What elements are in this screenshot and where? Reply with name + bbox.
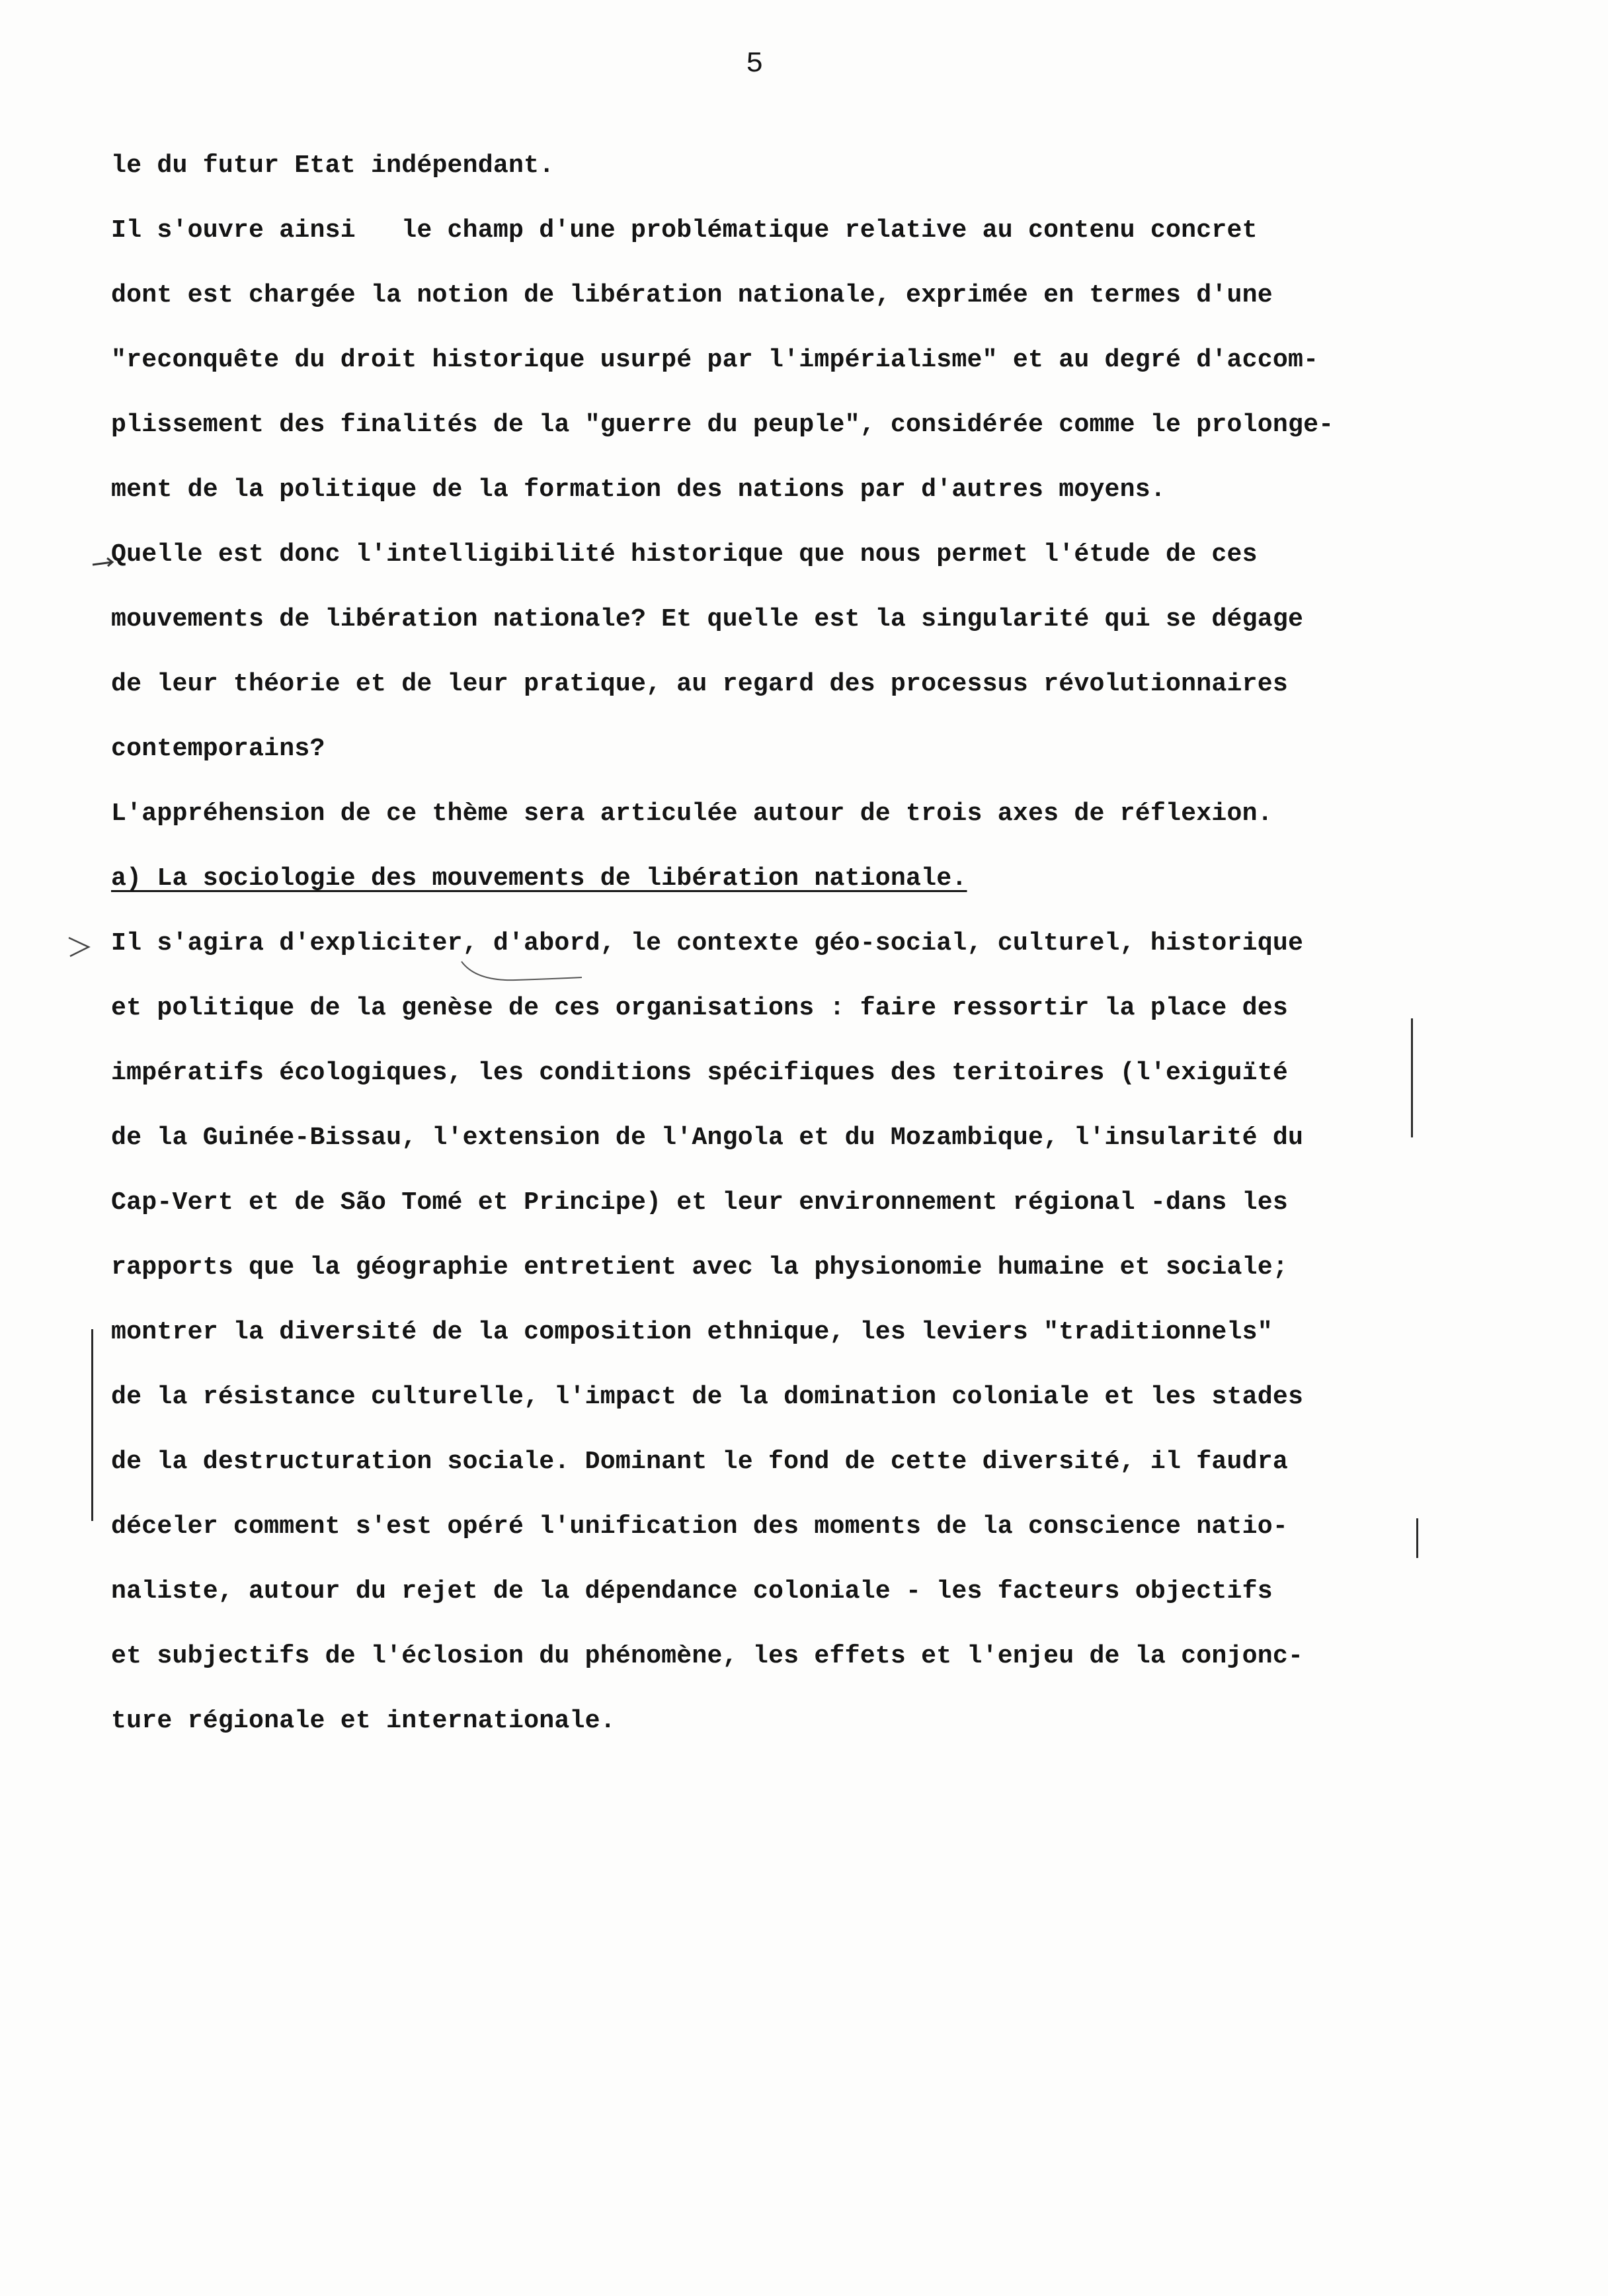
text-line: "reconquête du droit historique usurpé par l'impérialisme" et au degré d'accom-	[111, 346, 1319, 374]
text-line: et subjectifs de l'éclosion du phénomène, les effets et l'enjeu de la conjonc-	[111, 1642, 1304, 1670]
text-line: Il s'ouvre ainsi le champ d'une problématique relative au contenu concret	[111, 216, 1258, 245]
page-number: 5	[746, 48, 764, 81]
text-line: mouvements de libération nationale? Et quelle est la singularité qui se dégage	[111, 605, 1304, 634]
margin-bar-right-lower	[1416, 1518, 1418, 1558]
text-line: L'appréhension de ce thème sera articulée autour de trois axes de réflexion.	[111, 800, 1273, 828]
margin-arrow-icon	[90, 553, 116, 573]
margin-chevron-icon	[65, 934, 94, 960]
text-line: contemporains?	[111, 735, 325, 763]
margin-bar-left	[91, 1329, 93, 1521]
text-line: et politique de la genèse de ces organisations : faire ressortir la place des	[111, 994, 1288, 1022]
text-line: le du futur Etat indépendant.	[111, 151, 555, 180]
text-line: de la résistance culturelle, l'impact de la domination coloniale et les stades	[111, 1383, 1304, 1411]
text-line: impératifs écologiques, les conditions spécifiques des teritoires (l'exiguïté	[111, 1059, 1288, 1087]
text-line: ment de la politique de la formation des nations par d'autres moyens.	[111, 475, 1166, 504]
text-line: ture régionale et internationale.	[111, 1707, 616, 1735]
text-line: Quelle est donc l'intelligibilité historique que nous permet l'étude de ces	[111, 540, 1258, 569]
margin-bar-right	[1411, 1018, 1413, 1137]
text-line: rapports que la géographie entretient avec la physionomie humaine et sociale;	[111, 1253, 1288, 1282]
text-line: de leur théorie et de leur pratique, au regard des processus révolutionnaires	[111, 670, 1288, 698]
text-line: montrer la diversité de la composition ethnique, les leviers "traditionnels"	[111, 1318, 1273, 1346]
text-line: de la Guinée-Bissau, l'extension de l'Angola et du Mozambique, l'insularité du	[111, 1124, 1304, 1152]
section-heading: a) La sociologie des mouvements de libération nationale.	[111, 864, 967, 893]
text-line: plissement des finalités de la "guerre du peuple", considérée comme le prolonge-	[111, 411, 1334, 439]
text-line: dont est chargée la notion de libération nationale, exprimée en termes d'une	[111, 281, 1273, 309]
text-line: de la destructuration sociale. Dominant le fond de cette diversité, il faudra	[111, 1448, 1288, 1476]
text-line: Cap-Vert et de São Tomé et Principe) et leur environnement régional -dans les	[111, 1188, 1288, 1217]
text-line: Il s'agira d'expliciter, d'abord, le contexte géo-social, culturel, historique	[111, 929, 1304, 958]
text-line: déceler comment s'est opéré l'unification des moments de la conscience natio-	[111, 1512, 1288, 1541]
text-line: naliste, autour du rejet de la dépendance coloniale - les facteurs objectifs	[111, 1577, 1273, 1606]
handwritten-curve-icon	[456, 958, 588, 991]
